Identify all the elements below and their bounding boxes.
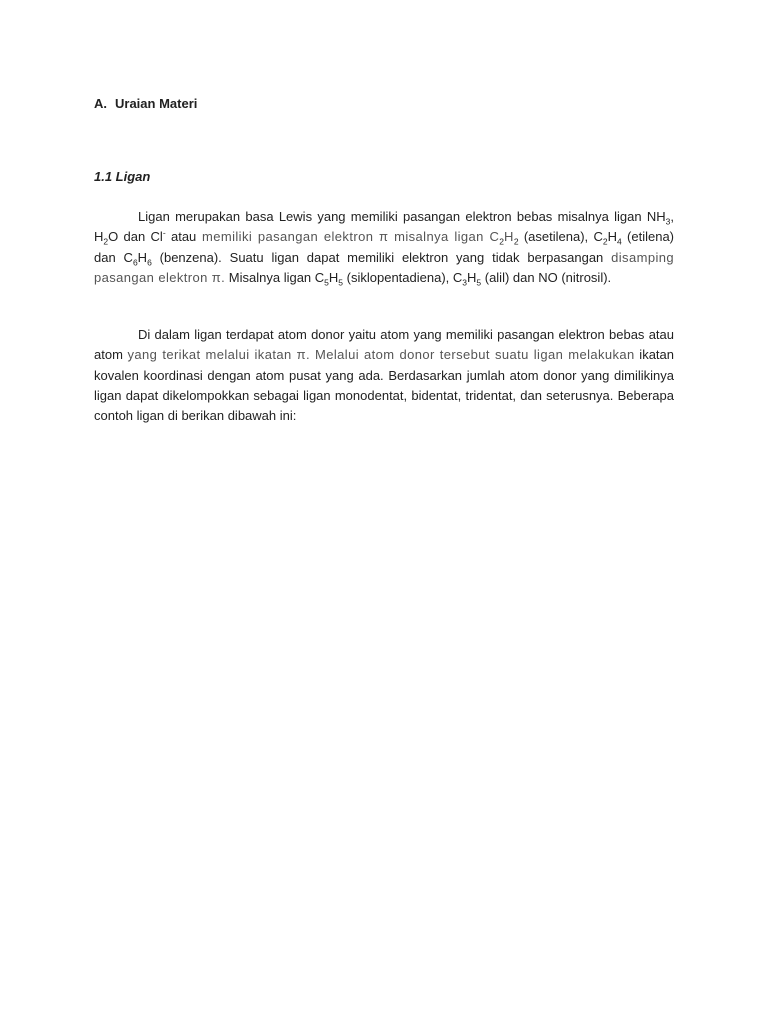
- text: Ligan merupakan basa Lewis yang memiliki pasangan elektron bebas misalnya ligan NH: [138, 209, 666, 224]
- subscript: 2: [103, 236, 109, 247]
- text: yang terikat melalui ikatan π. Melalui atom donor tersebut suatu ligan melakukan: [127, 347, 635, 363]
- subscript: 2: [499, 236, 505, 247]
- subscript: 5: [324, 277, 329, 288]
- text: H: [504, 229, 514, 245]
- paragraph-atom-donor: [94, 325, 674, 426]
- section-title: Uraian Materi: [115, 96, 198, 111]
- text: H: [467, 269, 477, 285]
- subscript: 4: [617, 236, 622, 247]
- paragraph-ligan-definition: [94, 207, 674, 288]
- text: Misalnya ligan C: [225, 269, 325, 285]
- text: , H: [94, 209, 674, 245]
- text: H: [328, 269, 339, 285]
- text: (siklopentadiena), C: [343, 269, 463, 285]
- text: Di dalam ligan terdapat atom donor yaitu atom yang memiliki pasangan elektron bebas atau atom: [94, 327, 674, 363]
- subscript: 5: [476, 277, 482, 288]
- subscript: 2: [513, 236, 519, 247]
- section-heading: [94, 96, 197, 111]
- section-number: A.: [94, 96, 107, 111]
- text: H: [137, 249, 148, 265]
- subscript: 5: [338, 277, 344, 288]
- text: memiliki pasangan elektron π misalnya ligan C: [196, 229, 500, 245]
- text: H: [607, 229, 617, 245]
- subscript: 2: [602, 236, 608, 247]
- subscript: 3: [462, 277, 467, 288]
- text: O dan Cl: [108, 229, 163, 245]
- text: (asetilena), C: [518, 229, 603, 245]
- subscript: 6: [132, 257, 138, 268]
- superscript: -: [162, 227, 166, 238]
- subsection-heading: 1.1 Ligan: [94, 169, 151, 184]
- text: atau: [165, 229, 197, 245]
- subscript: 6: [147, 257, 152, 268]
- text: ikatan kovalen koordinasi dengan atom pusat yang ada. Berdasarkan jumlah atom donor yang dimilikinya ligan dapat dikelompokkan sebagai ligan monodentat, bidentat, tridentat, dan seterusnya. Beberapa contoh ligan di berikan dibawah ini:: [94, 347, 675, 424]
- text: (etilena) dan C: [94, 229, 675, 265]
- text: (alil) dan NO (nitrosil).: [481, 269, 612, 285]
- subscript: 3: [665, 216, 671, 227]
- text: (benzena). Suatu ligan dapat memiliki elektron yang tidak berpasangan: [151, 249, 612, 265]
- text: disamping pasangan elektron π.: [94, 249, 674, 285]
